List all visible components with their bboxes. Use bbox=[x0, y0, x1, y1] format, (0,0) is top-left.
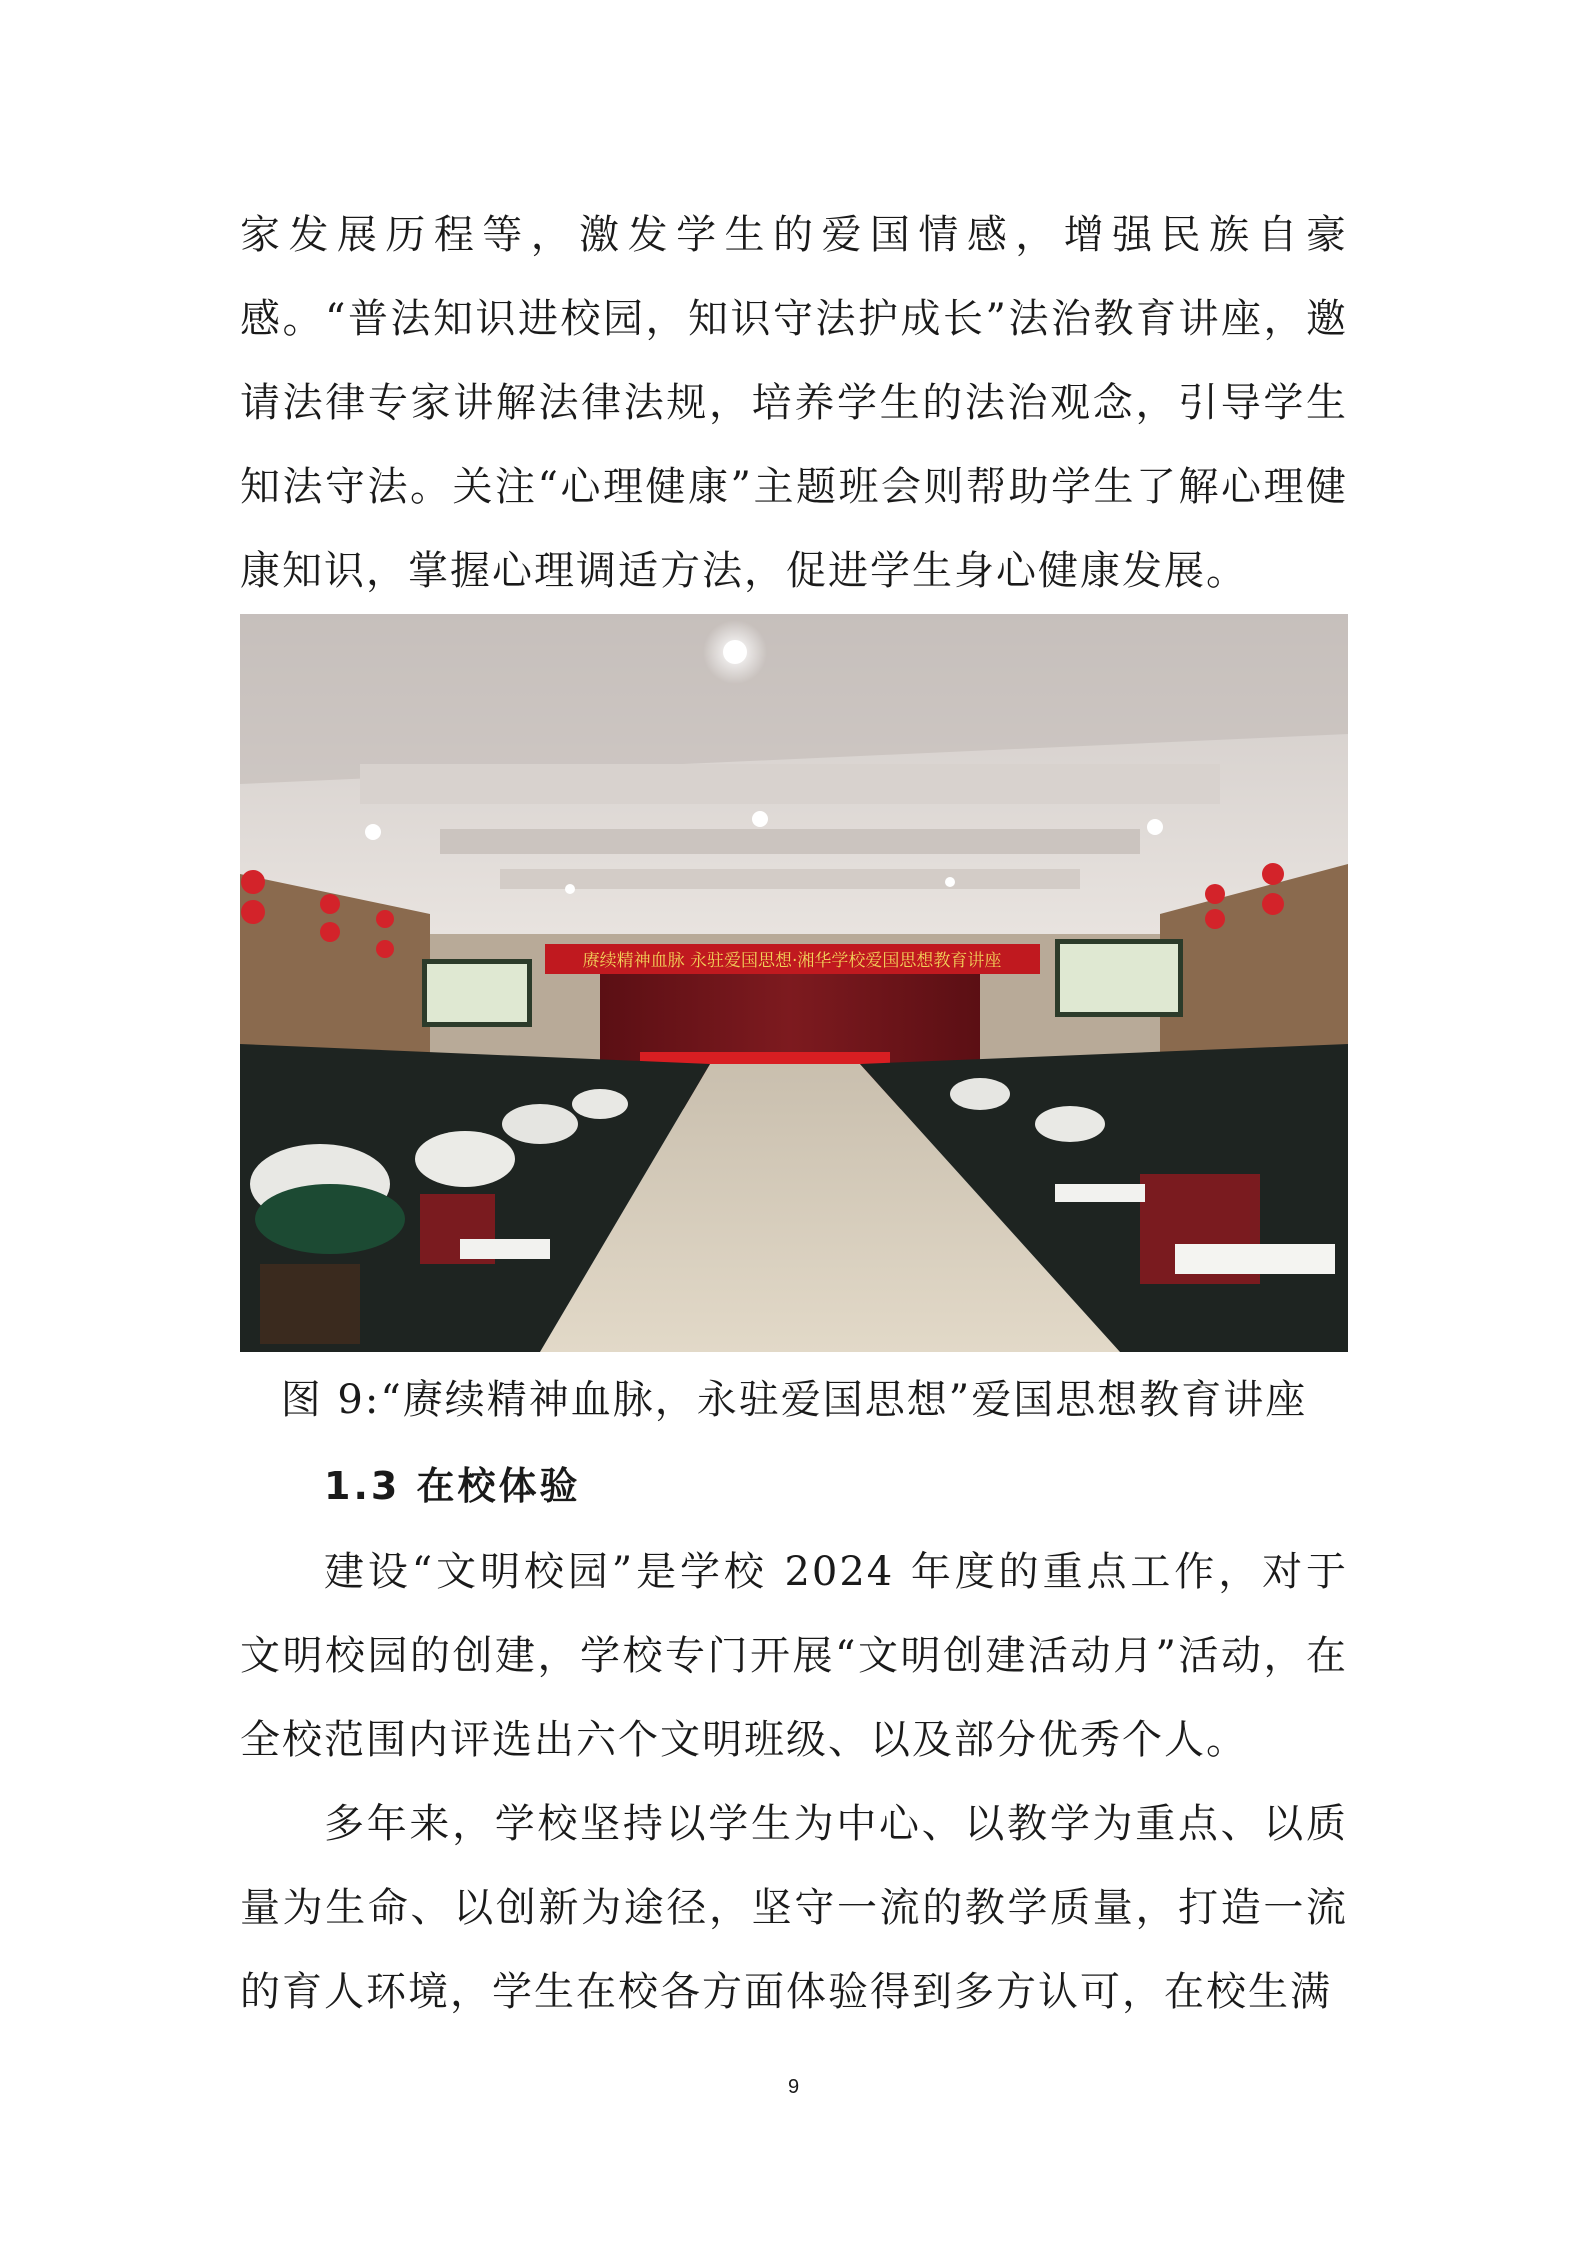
lecture-hall-photo bbox=[240, 614, 1348, 1352]
section-heading: 1.3 在校体验 bbox=[324, 1464, 581, 1508]
body-paragraph-top bbox=[240, 193, 1348, 613]
body-paragraphs-bottom bbox=[240, 1530, 1348, 2034]
paragraph-text: 建设“文明校园”是学校 2024 年度的重点工作，对于文明校园的创建，学校专门开展“文明创建活动月”活动，在全校范围内评选出六个文明班级、以及部分优秀个人。 bbox=[240, 1549, 1348, 1763]
paragraph-text: 多年来，学校坚持以学生为中心、以教学为重点、以质量为生命、以创新为途径，坚守一流的教学质量，打造一流的育人环境，学生在校各方面体验得到多方认可，在校生满 bbox=[240, 1801, 1348, 2015]
figure-caption: 图 9:“赓续精神血脉，永驻爱国思想”爱国思想教育讲座 bbox=[280, 1377, 1308, 1423]
banner-text: 赓续精神血脉 永驻爱国思想·湘华学校爱国思想教育讲座 bbox=[582, 951, 1002, 971]
page-number: 9 bbox=[787, 2076, 800, 2098]
paragraph-text: 家发展历程等，激发学生的爱国情感，增强民族自豪感。“普法知识进校园，知识守法护成长”法治教育讲座，邀请法律专家讲解法律法规，培养学生的法治观念，引导学生知法守法。关注“心理健康”主题班会则帮助学生了解心理健康知识，掌握心理调适方法，促进学生身心健康发展。 bbox=[240, 212, 1348, 594]
